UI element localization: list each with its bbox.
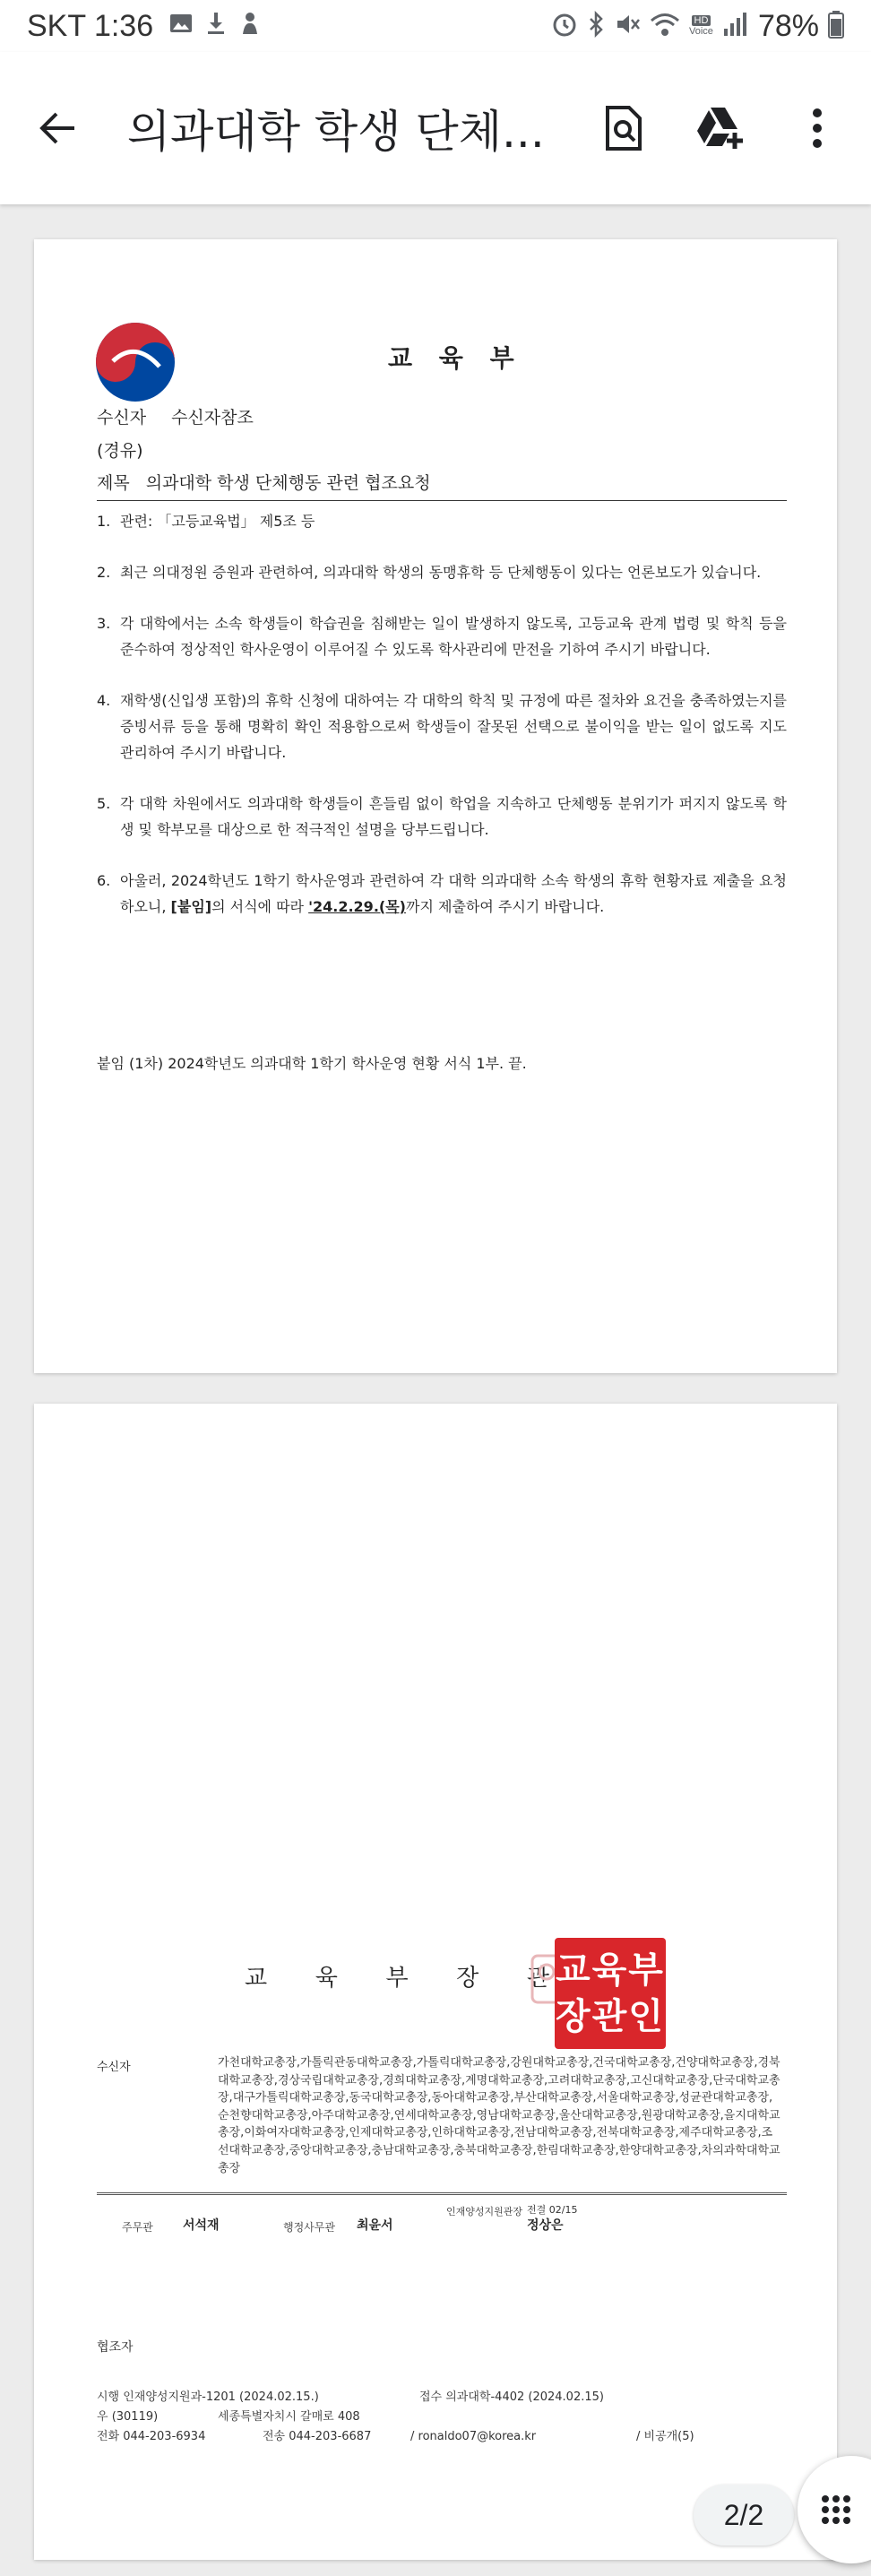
receipt-line: 접수 의과대학-4402 (2024.02.15)	[419, 2390, 604, 2404]
approver-name: 정상은	[527, 2218, 564, 2233]
minister-title: 교 육 부 장 관	[245, 1965, 549, 1992]
disclosure: / 비공개(5)	[636, 2430, 694, 2443]
subject-text: 의과대학 학생 단체행동 관련 협조요청	[145, 473, 431, 493]
document-title: 의과대학 학생 단체...	[126, 106, 545, 158]
approver-prefix: 전결 02/15	[527, 2204, 578, 2216]
back-button[interactable]	[27, 96, 90, 160]
body-item: 2. 최근 의대정원 증원과 관련하여, 의과대학 학생의 동맹휴학 등 단체행동이 있다는 언론보도가 있습니다.	[97, 564, 762, 581]
add-to-drive-button[interactable]	[685, 92, 756, 164]
email: / ronaldo07@korea.kr	[410, 2430, 537, 2443]
hd-voice-icon: HD Voice	[689, 15, 713, 37]
battery-percent: 78%	[757, 8, 819, 43]
reviewer-label: 행정사무관	[283, 2221, 335, 2234]
body-item: 6. 아울러, 2024학년도 1학기 학사운영과 관련하여 각 대학 의과대학 소속 학생의 휴학 현황자료 제출을 요청하오니, [붙임]의 서식에 따라 '24.2.29.(목)까지 제출하여 주시기 바랍니다.	[97, 872, 787, 915]
recipient-value: 수신자참조	[171, 408, 254, 428]
enforcement-line: 시행 인재양성지원과-1201 (2024.02.15.)	[97, 2390, 319, 2404]
body-item: 5. 각 대학 차원에서도 의과대학 학생들이 흔들림 없이 학업을 지속하고 단체행동 분위기가 퍼지지 않도록 학생 및 학부모를 대상으로 한 적극적인 설명을 당부드립니다.	[97, 795, 787, 838]
recipients-list: 가천대학교총장,가톨릭관동대학교총장,가톨릭대학교총장,강원대학교총장,건국대학교총장,건양대학교총장,경북대학교총장,경상국립대학교총장,경희대학교총장,계명대학교총장,고려대학교총장,고신대학교총장,단국대학교총장,대구가톨릭대학교총장,동국대학교총장,동아대학교총장,부산대학교총장,서울대학교총장,성균관대학교총장,순천향대학교총장,아주대학교총장,연세대학교총장,영남대학교총장,울산대학교총장,원광대학교총장,을지대학교총장,이화여자대학교총장,인제대학교총장,인하대학교총장,전남대학교총장,전북대학교총장,제주대학교총장,조선대학교총장,중앙대학교총장,충남대학교총장,충북대학교총장,한림대학교총장,한양대학교총장,차의과학대학교총장	[218, 2056, 780, 2175]
cooperation-label: 협조자	[97, 2340, 134, 2355]
approver-label: 인재양성지원관장	[446, 2206, 523, 2217]
find-in-document-button[interactable]	[588, 92, 660, 164]
official-seal: 교육부 장관인	[555, 1938, 666, 2049]
bluetooth-icon	[587, 11, 605, 42]
reviewer-name: 최윤서	[357, 2218, 393, 2233]
attachment-line: 붙임 (1차) 2024학년도 의과대학 1학기 학사운영 현황 서식 1부. 끝.	[97, 1055, 527, 1072]
subject-line	[97, 471, 787, 501]
apps-grid-icon	[821, 2494, 851, 2525]
more-vert-icon	[812, 108, 823, 149]
recipient-line	[97, 405, 254, 431]
image-icon	[169, 12, 193, 40]
signature-row	[97, 2192, 787, 2246]
recipient-label: 수신자	[97, 408, 147, 428]
signal-icon	[722, 11, 749, 42]
document-page-1	[34, 239, 837, 1373]
phone: 전화 044-203-6934	[97, 2430, 206, 2443]
via-line: (경유)	[97, 441, 143, 461]
battery-icon	[828, 10, 844, 43]
recipients-label: 수신자	[97, 2061, 131, 2074]
deadline-date: '24.2.29.(목)	[308, 898, 406, 915]
body-item: 4. 재학생(신입생 포함)의 휴학 신청에 대하여는 각 대학의 학칙 및 규정에 따른 절차와 요건을 충족하였는지를 증빙서류 등을 통해 명확히 확인 적용함으로써 학생들이 잘못된 선택으로 불이익을 받는 일이 없도록 지도 관리하여 주시기 바랍니다.	[97, 692, 787, 761]
app-notification-icon	[239, 12, 261, 41]
address: 세종특별자치시 갈매로 408	[218, 2410, 360, 2424]
drafter-name: 서석재	[183, 2218, 220, 2233]
body-item: 3. 각 대학에서는 소속 학생들이 학습권을 침해받는 일이 발생하지 않도록, 고등교육 관계 법령 및 학칙 등을 준수하여 정상적인 학사운영이 이루어질 수 있도록 학사관리에 만전을 기하여 주시기 바랍니다.	[97, 615, 787, 658]
page-indicator: 2/2	[694, 2485, 794, 2546]
ministry-heading: 교 육 부	[388, 343, 523, 373]
fax: 전송 044-203-6687	[263, 2430, 372, 2443]
download-icon	[205, 12, 227, 41]
document-page-2	[34, 1404, 837, 2560]
app-bar	[0, 52, 871, 204]
subject-label: 제목	[97, 473, 130, 493]
body-items	[97, 508, 787, 945]
status-icons	[551, 9, 844, 44]
attachment-reference: [붙임]	[170, 898, 212, 915]
government-emblem-icon	[95, 322, 176, 411]
wifi-icon	[650, 11, 680, 42]
alarm-icon	[551, 11, 578, 42]
arrow-back-icon	[39, 108, 78, 148]
more-options-button[interactable]	[781, 92, 853, 164]
body-item: 1. 관련: 「고등교육법」 제5조 등	[97, 513, 315, 530]
carrier-time: SKT 1:36	[27, 8, 154, 43]
mute-icon	[614, 11, 641, 42]
zip-code: 우 (30119)	[97, 2410, 159, 2424]
status-bar	[0, 0, 871, 52]
find-in-page-icon	[602, 105, 645, 151]
drafter-label: 주무관	[122, 2221, 153, 2234]
add-to-drive-icon	[695, 106, 746, 151]
app-bar-actions	[588, 92, 853, 164]
